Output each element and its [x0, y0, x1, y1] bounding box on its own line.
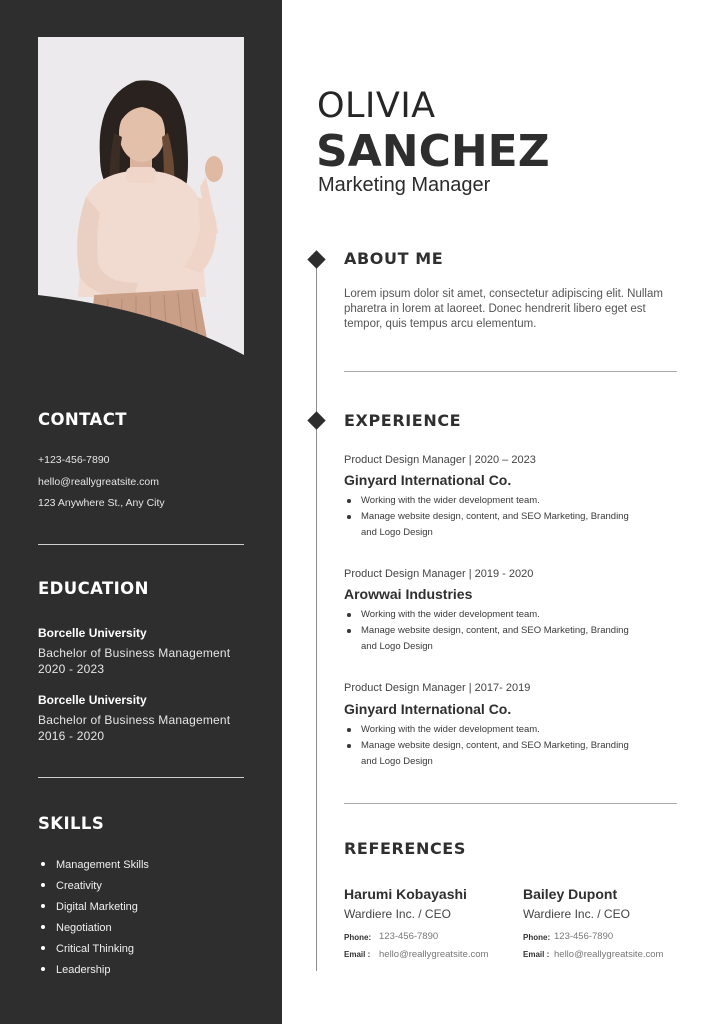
sidebar-divider: [38, 777, 244, 778]
first-name: OLIVIA: [317, 86, 436, 126]
reference-email-label: Email :: [344, 950, 371, 959]
section-divider: [344, 371, 677, 372]
experience-role: Product Design Manager | 2019 - 2020: [344, 568, 534, 580]
experience-role: Product Design Manager | 2020 – 2023: [344, 454, 536, 466]
experience-company: Ginyard International Co.: [344, 472, 512, 488]
contact-phone: +123-456-7890: [38, 454, 110, 466]
experience-heading: EXPERIENCE: [344, 411, 462, 430]
reference-phone: 123-456-7890: [379, 931, 439, 942]
sidebar: [0, 0, 282, 1024]
last-name: SANCHEZ: [316, 126, 550, 177]
timeline-diamond-icon: [307, 250, 325, 268]
education-school: Borcelle University: [38, 626, 147, 640]
education-years: 2020 - 2023: [38, 662, 105, 676]
reference-phone-label: Phone:: [344, 933, 372, 942]
reference-org: Wardiere Inc. / CEO: [344, 907, 451, 921]
skill-item: Digital Marketing: [38, 899, 149, 920]
reference-email[interactable]: hello@reallygreatsite.com: [379, 949, 489, 960]
skill-item: Negotiation: [38, 920, 149, 941]
experience-bullet: Manage website design, content, and SEO Marketing, Branding and Logo Design: [344, 623, 644, 655]
experience-bullet: Manage website design, content, and SEO Marketing, Branding and Logo Design: [344, 738, 644, 770]
skill-item: Leadership: [38, 962, 149, 983]
experience-bullets: [344, 493, 644, 541]
reference-phone: 123-456-7890: [554, 931, 614, 942]
skill-item: Management Skills: [38, 857, 149, 878]
profile-photo: [38, 37, 244, 355]
skills-heading: SKILLS: [38, 814, 105, 833]
job-title: Marketing Manager: [318, 174, 491, 196]
experience-bullets: [344, 722, 644, 770]
reference-email-label: Email :: [523, 950, 550, 959]
skill-item: Critical Thinking: [38, 941, 149, 962]
contact-heading: CONTACT: [38, 410, 127, 429]
experience-bullet: Working with the wider development team.: [344, 722, 644, 738]
reference-org: Wardiere Inc. / CEO: [523, 907, 630, 921]
education-years: 2016 - 2020: [38, 729, 105, 743]
contact-email[interactable]: hello@reallygreatsite.com: [38, 476, 159, 488]
experience-bullet: Working with the wider development team.: [344, 493, 644, 509]
skill-item: Creativity: [38, 878, 149, 899]
experience-company: Ginyard International Co.: [344, 701, 512, 717]
reference-name: Bailey Dupont: [523, 886, 618, 902]
experience-company: Arowwai Industries: [344, 586, 473, 602]
education-degree: Bachelor of Business Management: [38, 646, 231, 660]
about-heading: ABOUT ME: [344, 249, 444, 268]
about-text: Lorem ipsum dolor sit amet, consectetur adipiscing elit. Nullam pharetra in lorem at laoreet. Donec hendrerit libero eget est tempor, quis tempus arcu elementum.: [344, 288, 663, 330]
reference-name: Harumi Kobayashi: [344, 886, 467, 902]
experience-role: Product Design Manager | 2017- 2019: [344, 682, 531, 694]
references-heading: REFERENCES: [344, 839, 466, 858]
timeline-diamond-icon: [307, 411, 325, 429]
education-degree: Bachelor of Business Management: [38, 713, 231, 727]
contact-address: 123 Anywhere St., Any City: [38, 497, 165, 509]
experience-bullet: Working with the wider development team.: [344, 607, 644, 623]
education-school: Borcelle University: [38, 693, 147, 707]
reference-phone-label: Phone:: [523, 933, 551, 942]
sidebar-divider: [38, 544, 244, 545]
section-divider: [344, 803, 677, 804]
reference-email[interactable]: hello@reallygreatsite.com: [554, 949, 664, 960]
experience-bullets: [344, 607, 644, 655]
timeline-line: [316, 259, 317, 971]
education-heading: EDUCATION: [38, 579, 149, 598]
experience-bullet: Manage website design, content, and SEO Marketing, Branding and Logo Design: [344, 509, 644, 541]
skills-list: [38, 857, 149, 983]
